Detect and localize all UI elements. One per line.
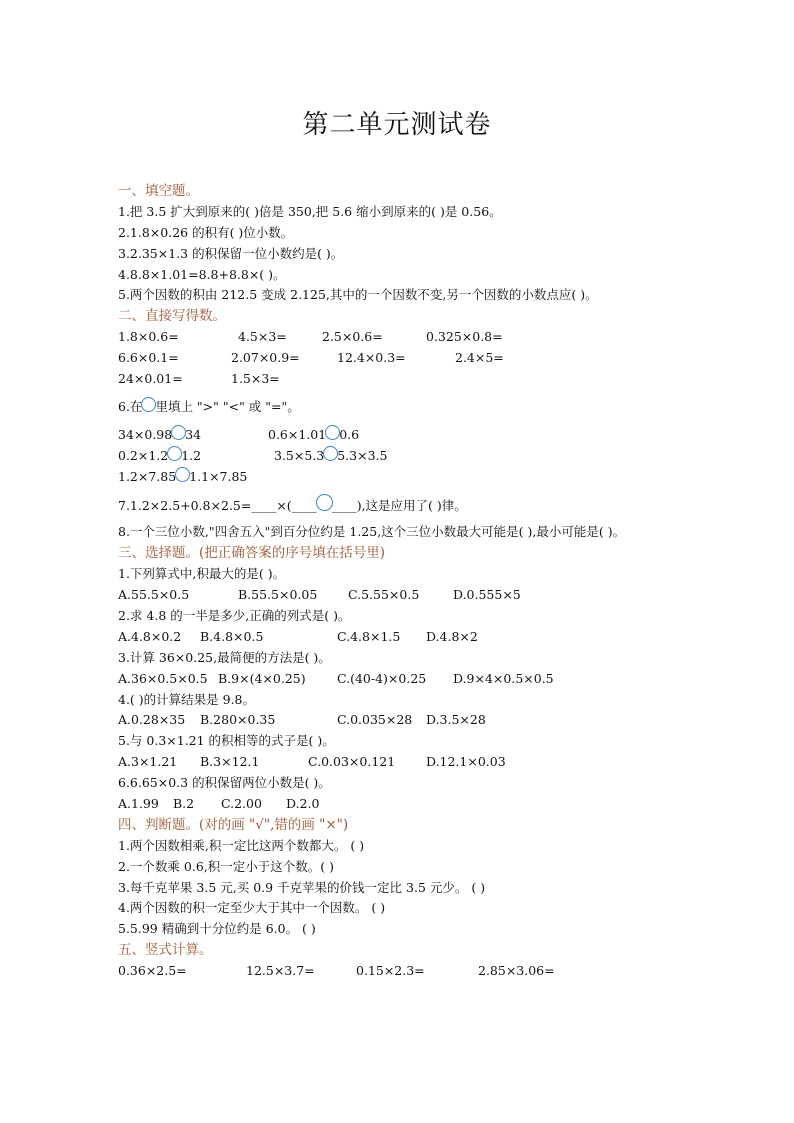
option-b: B.9×(4×0.25) (218, 670, 306, 686)
question-4-4: 4.两个因数的积一定至少大于其中一个因数。 ( ) (118, 900, 386, 916)
options-3-5 (118, 752, 718, 773)
option-a: A.3×1.21 (118, 754, 178, 770)
mental-math-item: 1.5×3= (231, 371, 280, 387)
worksheet-body (118, 181, 718, 982)
compare-right: 34 (185, 426, 202, 442)
question-2-6 (118, 397, 718, 418)
compare-left: 1.2×7.85 (118, 468, 177, 484)
compare-circle-icon[interactable] (175, 467, 190, 482)
option-a: A.55.5×0.5 (118, 587, 190, 603)
option-b: B.2 (173, 795, 195, 811)
question-4-2: 2.一个数乘 0.6,积一定小于这个数。( ) (118, 858, 334, 874)
option-d: D.2.0 (286, 795, 320, 811)
option-a: A.36×0.5×0.5 (118, 670, 208, 686)
question-1-1: 1.把 3.5 扩大到原来的( )倍是 350,把 5.6 缩小到原来的( )是 0.56。 (118, 203, 502, 219)
question-4-5: 5.5.99 精确到十分位约是 6.0。 ( ) (118, 921, 316, 937)
page-title: 第二单元测试卷 (302, 110, 492, 140)
vertical-calc-item: 2.85×3.06= (478, 963, 555, 979)
compare-circle-icon[interactable] (323, 446, 338, 461)
option-b: B.280×0.35 (200, 712, 276, 728)
option-d: D.4.8×2 (426, 628, 478, 644)
compare-left: 34×0.98 (118, 426, 173, 442)
vertical-calc-item: 0.15×2.3= (356, 963, 425, 979)
mental-math-item: 0.325×0.8= (426, 329, 503, 345)
question-4-3: 3.每千克苹果 3.5 元,买 0.9 千克苹果的价钱一定比 3.5 元少。 ( ) (118, 879, 486, 895)
compare-right: 0.6 (339, 426, 360, 442)
question-3-6: 6.6.65×0.3 的积保留两位小数是( )。 (118, 775, 331, 791)
compare-left: 0.6×1.01 (268, 426, 327, 442)
question-3-3: 3.计算 36×0.25,最简便的方法是( )。 (118, 649, 331, 665)
q7-suffix: ____),这是应用了( )律。 (331, 498, 467, 514)
compare-circle-icon[interactable] (325, 425, 340, 440)
option-c: C.4.8×1.5 (337, 628, 401, 644)
option-c: C.(40-4)×0.25 (337, 670, 427, 686)
compare-right: 5.3×3.5 (337, 447, 388, 463)
options-3-4 (118, 710, 718, 731)
section-heading-multiple-choice: 三、选择题。(把正确答案的序号填在括号里) (118, 545, 386, 562)
section-heading-true-false: 四、判断题。(对的画 "√",错的画 "×") (118, 816, 349, 833)
mental-math-item: 12.4×0.3= (337, 350, 406, 366)
option-b: B.4.8×0.5 (200, 628, 264, 644)
compare-right: 1.1×7.85 (189, 468, 248, 484)
question-2-8: 8.一个三位小数,"四舍五入"到百分位约是 1.25,这个三位小数最大可能是( ),最小可能是( )。 (118, 524, 626, 540)
vertical-calc-row (118, 961, 718, 982)
q7-prefix: 7.1.2×2.5+0.8×2.5=____×(____ (118, 498, 317, 514)
mental-math-row-3 (118, 369, 718, 390)
option-d: D.9×4×0.5×0.5 (453, 670, 554, 686)
vertical-calc-item: 12.5×3.7= (246, 963, 315, 979)
question-4-1: 1.两个因数相乘,积一定比这两个数都大。 ( ) (118, 837, 365, 853)
option-c: C.2.00 (221, 795, 262, 811)
option-a: A.4.8×0.2 (118, 628, 182, 644)
q6-suffix: 里填上 ">" "<" 或 "="。 (155, 398, 300, 414)
compare-row-3 (118, 467, 718, 488)
question-3-4: 4.( )的计算结果是 9.8。 (118, 691, 256, 707)
options-3-3 (118, 669, 718, 690)
mental-math-item: 4.5×3= (238, 329, 287, 345)
mental-math-item: 1.8×0.6= (118, 329, 179, 345)
option-b: B.55.5×0.05 (238, 587, 318, 603)
option-b: B.3×12.1 (200, 754, 260, 770)
q6-prefix: 6.在 (118, 398, 143, 414)
compare-left: 0.2×1.2 (118, 447, 169, 463)
compare-left: 3.5×5.3 (274, 447, 325, 463)
vertical-calc-item: 0.36×2.5= (118, 963, 187, 979)
mental-math-row-2 (118, 348, 718, 369)
compare-circle-icon[interactable] (167, 446, 182, 461)
options-3-2 (118, 627, 718, 648)
mental-math-item: 2.4×5= (455, 350, 504, 366)
mental-math-item: 2.5×0.6= (322, 329, 383, 345)
option-a: A.0.28×35 (118, 712, 186, 728)
question-2-7 (118, 494, 718, 515)
question-1-5: 5.两个因数的积由 212.5 变成 2.125,其中的一个因数不变,另一个因数的小数点应( )。 (118, 287, 598, 303)
section-heading-vertical-calc: 五、竖式计算。 (118, 942, 213, 959)
compare-right: 1.2 (181, 447, 202, 463)
option-d: D.0.555×5 (453, 587, 521, 603)
section-heading-fill-blank: 一、填空题。 (118, 183, 199, 199)
question-3-1: 1.下列算式中,积最大的是( )。 (118, 566, 286, 582)
mental-math-row-1 (118, 327, 718, 348)
mental-math-item: 24×0.01= (118, 371, 183, 387)
compare-circle-icon[interactable] (171, 425, 186, 440)
compare-row-2 (118, 446, 718, 467)
compare-row-1 (118, 425, 718, 446)
option-a: A.1.99 (118, 795, 159, 811)
options-3-1 (118, 585, 718, 606)
question-1-3: 3.2.35×1.3 的积保留一位小数约是( )。 (118, 245, 344, 261)
operator-circle-icon[interactable] (316, 494, 333, 511)
option-d: D.3.5×28 (426, 712, 486, 728)
option-c: C.5.55×0.5 (348, 587, 420, 603)
question-3-5: 5.与 0.3×1.21 的积相等的式子是( )。 (118, 733, 335, 749)
mental-math-item: 2.07×0.9= (231, 350, 300, 366)
option-d: D.12.1×0.03 (426, 754, 506, 770)
question-1-4: 4.8.8×1.01=8.8+8.8×( )。 (118, 266, 286, 282)
question-3-2: 2.求 4.8 的一半是多少,正确的列式是( )。 (118, 607, 351, 623)
option-c: C.0.035×28 (337, 712, 413, 728)
question-1-2: 2.1.8×0.26 的积有( )位小数。 (118, 224, 294, 240)
option-c: C.0.03×0.121 (308, 754, 396, 770)
mental-math-item: 6.6×0.1= (118, 350, 179, 366)
options-3-6 (118, 794, 718, 815)
section-heading-mental-math: 二、直接写得数。 (118, 308, 226, 325)
